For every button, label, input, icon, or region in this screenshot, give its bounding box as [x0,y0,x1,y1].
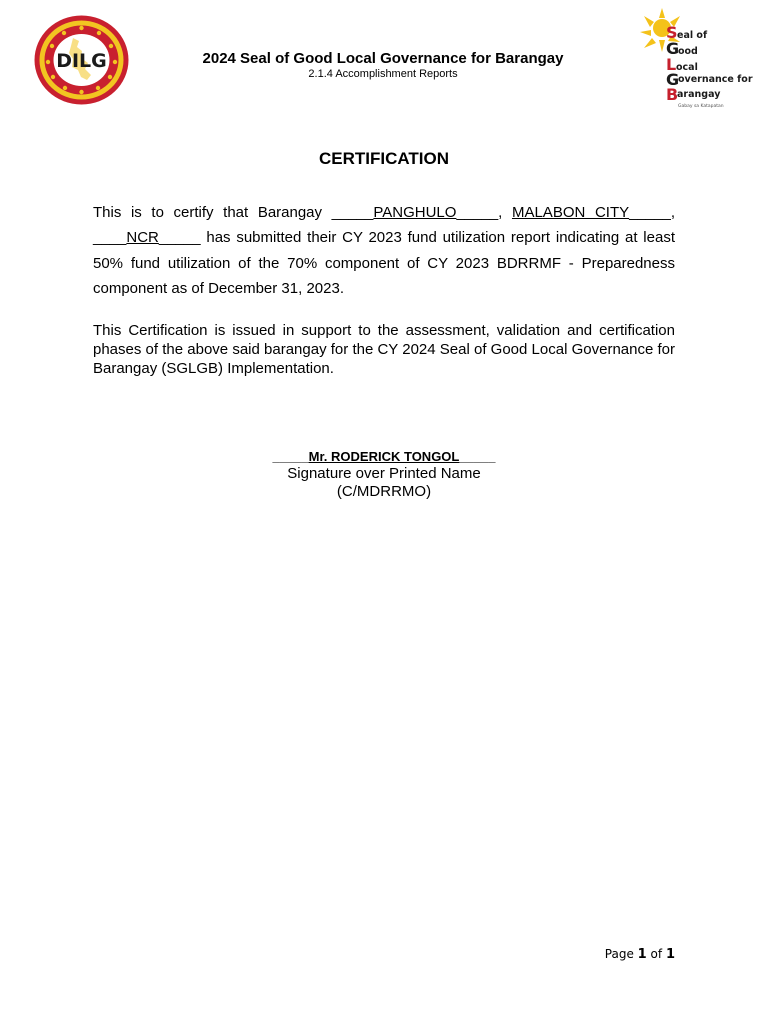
sglgb-line-barangay: arangay [677,89,721,100]
signatory-name: Mr. RODERICK TONGOL [308,449,460,464]
separator-1: , [498,204,512,221]
sglgb-line-good: ood [678,46,698,57]
city-pad-after: _____ [629,204,671,221]
city-name: MALABON CITY [511,204,630,221]
sglgb-tagline: Gabay sa Katapatan [678,104,724,109]
page-total: 1 [665,947,675,962]
signatory-role: (C/MDRRMO) [336,483,432,500]
sglgb-initial-g1: G [666,39,680,58]
page-number [605,947,675,962]
barangay-pad-after: _____ [456,204,499,221]
sglgb-line-local: ocal [676,62,698,73]
signatory-pad-before: _____ [272,449,309,464]
sglgb-line-seal: eal of [677,30,708,41]
separator-2: , [670,204,676,221]
p1-rest: has submitted their CY 2023 fund utilization report indicating at least 50% fund utilization of the 70% component of CY 2023 BDRRMF - Preparedness component as of December 31, 2023. [93,229,675,297]
header-subtitle: 2.1.4 Accomplishment Reports [308,68,458,80]
page-word: Page [604,947,634,961]
signatory-pad-after: _____ [459,449,496,464]
sglgb-initial-l: L [666,55,677,74]
certification-paragraph-1 [93,200,675,301]
barangay-name: PANGHULO [373,204,457,221]
document-header [160,50,606,81]
certification-heading: CERTIFICATION [318,149,449,168]
p1-intro: This is to certify that Barangay [93,204,332,221]
signature-block [0,448,768,501]
sglgb-initial-b: B [666,85,679,104]
sglgb-initial-g2: G [666,70,680,89]
sglgb-line-governance: overnance for [678,74,753,85]
barangay-pad-before: _____ [331,204,374,221]
region-name: NCR [126,229,159,247]
sglgb-logo [640,8,758,110]
page-current: 1 [637,947,647,962]
signatory-name-line [0,448,768,465]
certification-paragraph-2: This Certification is issued in support to the assessment, validation and certification phases of the above said barangay for the CY 2024 Seal of Good Local Governance for Barangay (SGLGB) Implementation. [93,322,675,378]
signature-caption: Signature over Printed Name [287,465,481,482]
dilg-logo-text: DILG [56,50,107,72]
header-title: 2024 Seal of Good Local Governance for Barangay [202,50,564,67]
dilg-logo [33,14,130,106]
region-pad-before: ____ [93,229,127,247]
sglgb-initial-s: S [666,23,678,42]
region-pad-after: _____ [158,229,201,247]
of-word: of [650,947,663,961]
